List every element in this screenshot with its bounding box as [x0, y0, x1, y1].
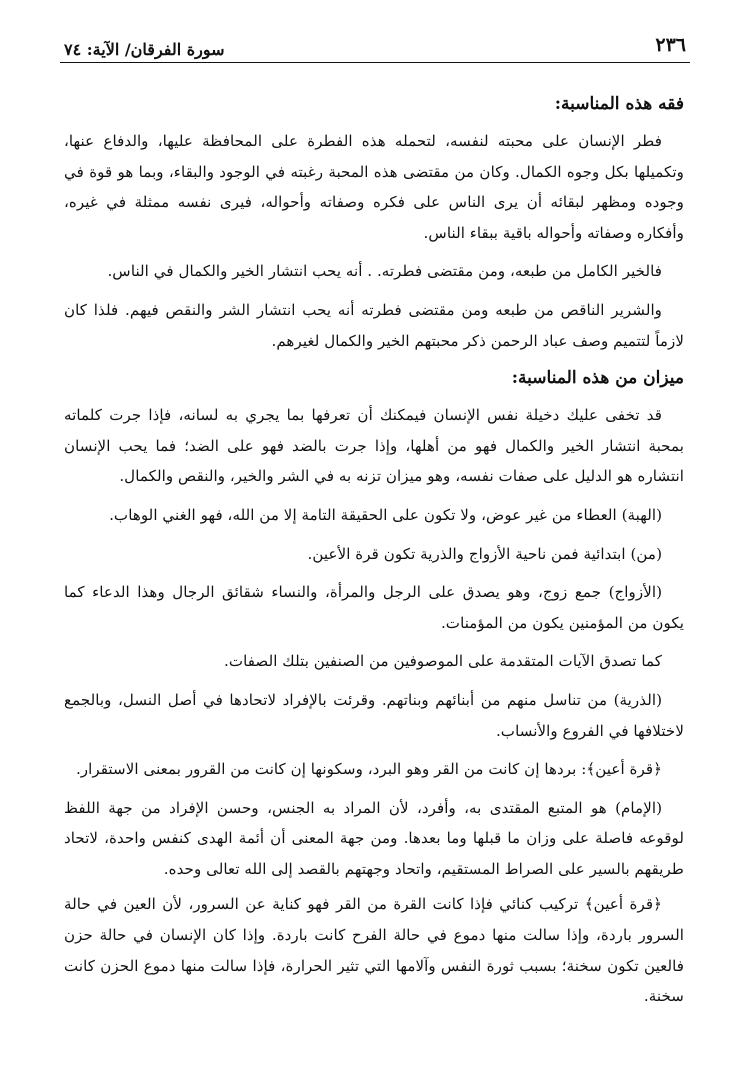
paragraph: قد تخفى عليك دخيلة نفس الإنسان فيمكنك أن تعرفها بما يجري به لسانه، فإذا جرت كلماته بمحبة انتشار الخير والكمال فهو من أهلها، وإذا جرت بالضد فهو على الضد؛ فما يحب الإنسان انتشاره هو الدليل على صفات نفسه، وهو ميزان تزنه به في الشر والخير، والنقص والكمال. — [64, 406, 684, 486]
page-number: ٢٣٦ — [655, 34, 686, 56]
page-header — [60, 30, 690, 63]
surah-reference: سورة الفرقان/ الآية: ٧٤ — [64, 40, 225, 59]
paragraph: (الإمام) هو المتبع المقتدى به، وأفرد، لأن المراد به الجنس، وحسن الإفراد من جهة اللفظ لوقوعه فاصلة على وزان ما قبلها وما بعدها. ومن جهة المعنى أن أئمة الهدى كنفس واحدة، لاتحاد طريقهم بالسير على الصراط المستقيم، واتحاد وجهتهم بالقصد إلى الله تعالى وحده. — [64, 798, 684, 878]
paragraph: ﴿قرة أعين﴾: بردها إن كانت من القر وهو البرد، وسكونها إن كانت من القرور بمعنى الاستقرار. — [75, 760, 662, 779]
paragraph: والشرير الناقص من طبعه ومن مقتضى فطرته أنه يحب انتشار الشر والنقص فيهم. فلذا كان لازماً لتتميم وصف عباد الرحمن ذكر محبتهم الخير والكمال لغيرهم. — [64, 300, 684, 350]
section-heading-fiqh: فقه هذه المناسبة: — [554, 94, 684, 114]
paragraph: (من) ابتدائية فمن ناحية الأزواج والذرية تكون قرة الأعين. — [307, 544, 662, 563]
page-body — [64, 84, 684, 1017]
paragraph: (الذرية) من تناسل منهم من أبنائهم وبناتهم. وقرئت بالإفراد لاتحادها في أصل النسل، وبالجمع لاختلافها في الفروع والأنساب. — [64, 690, 684, 740]
paragraph: (الأزواج) جمع زوج، وهو يصدق على الرجل والمرأة، والنساء شقائق الرجال وهذا الدعاء كما يكون من المؤمنين يكون من المؤمنات. — [64, 583, 684, 632]
paragraph: ﴿قرة أعين﴾ تركيب كنائي فإذا كانت القرة من القر فهو كناية عن السرور، لأن العين في حالة السرور باردة، وإذا سالت منها دموع في حالة الفرح كانت باردة. وإذا كان الإنسان في حالة حزن فالعين تكون سخنة؛ بسبب ثورة النفس وآلامها التي تثير الحرارة، فإذا سالت منها دموع الحزن كانت سخنة. — [64, 895, 684, 1006]
final-section — [64, 793, 684, 1012]
paragraph: (الهبة) العطاء من غير عوض، ولا تكون على الحقيقة التامة إلا من الله، فهو الغني الوهاب. — [109, 505, 662, 524]
paragraph: فطر الإنسان على محبته لنفسه، لتحمله هذه الفطرة على المحافظة عليها، والدفاع عنها، وتكميلها بكل وجوه الكمال. وكان من مقتضى هذه المحبة رغبته في الوجود والبقاء، وبما هو قوة في وجوده ومظهر لبقائه أن يرى الناس على فكره وصفاته وأحواله، فيرى نفسه ممثلة في غيره، وأفكاره وصفاته وأحواله باقية ببقاء الناس. — [64, 132, 684, 242]
paragraph: فالخير الكامل من طبعه، ومن مقتضى فطرته. . أنه يحب انتشار الخير والكمال في الناس. — [107, 262, 662, 281]
paragraph: كما تصدق الآيات المتقدمة على الموصوفين من الصنفين بتلك الصفات. — [224, 652, 662, 671]
section-heading-mizan: ميزان من هذه المناسبة: — [511, 368, 684, 389]
